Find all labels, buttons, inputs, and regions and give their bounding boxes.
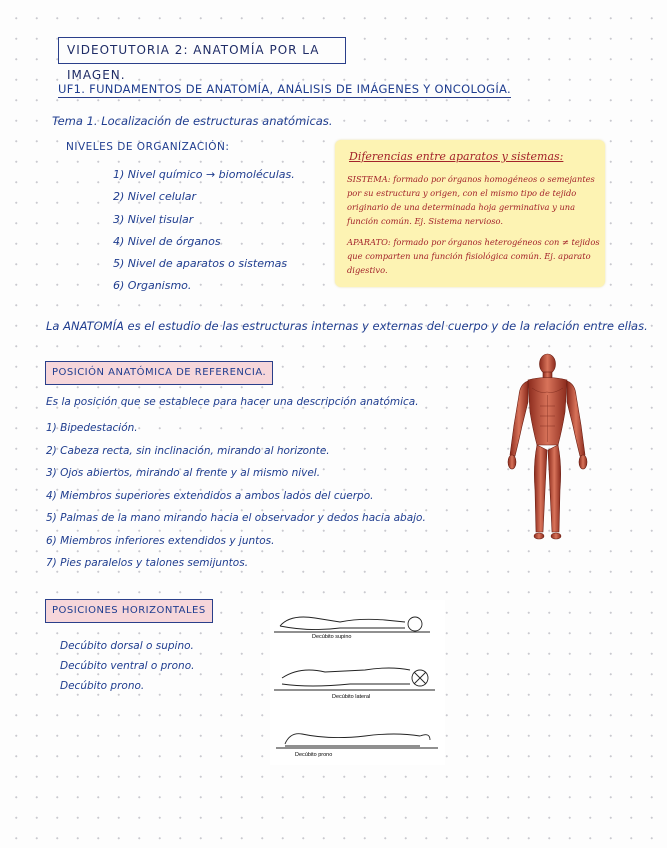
figure-label-prone: Decúbito prono — [295, 752, 333, 758]
topic-heading: Tema 1. Localización de estructuras anatómicas. — [52, 114, 333, 128]
unit-heading: UF1. FUNDAMENTOS DE ANATOMÍA, ANÁLISIS DE IMÁGENES Y ONCOLOGÍA. — [58, 82, 511, 96]
note-aparato: APARATO: formado por órganos heterogéneos con ≠ tejidos que comparten una función fisiológica común. Ej. aparato digestivo. — [347, 237, 600, 275]
muscle-body-image — [500, 350, 595, 545]
list-item: 3) Nivel tisular — [113, 212, 194, 226]
list-item: Decúbito prono. — [60, 680, 145, 692]
decubitus-drawings — [270, 600, 445, 765]
levels-heading: NIVELES DE ORGANIZACIÓN: — [66, 141, 230, 153]
list-item: 2) Nivel celular — [113, 190, 197, 204]
page-title: VIDEOTUTORIA 2: ANATOMÍA POR LA IMAGEN. — [58, 37, 346, 64]
decubitus-figure — [270, 600, 445, 765]
list-item: 1) Nivel químico → biomoléculas. — [113, 168, 295, 181]
list-item: 4) Nivel de órganos — [113, 234, 221, 248]
note-sistema: SISTEMA: formado por órganos homogéneos o semejantes por su estructura y origen, con el mismo tipo de tejido originario de una determinada hoja germinativa y una función común. Ej. Sistema nervioso. — [347, 174, 595, 226]
list-item: 6) Miembros inferiores extendidos y juntos. — [46, 534, 275, 547]
figure-label-lateral: Decúbito lateral — [332, 694, 371, 700]
list-item: 5) Nivel de aparatos o sistemas — [113, 257, 288, 271]
list-item: 3) Ojos abiertos, mirando al frente y al mismo nivel. — [46, 467, 321, 479]
reference-position-heading: POSICIÓN ANATÓMICA DE REFERENCIA. — [45, 361, 273, 385]
list-item: 1) Bipedestación. — [46, 422, 138, 434]
reference-position-description: Es la posición que se establece para hacer una descripción anatómica. — [46, 396, 419, 408]
note-heading: Diferencias entre aparatos y sistemas: — [349, 150, 564, 163]
reference-position-list — [46, 422, 426, 580]
list-item: Decúbito dorsal o supino. — [60, 640, 194, 652]
list-item: Decúbito ventral o prono. — [60, 660, 195, 672]
horizontal-positions-list — [60, 640, 194, 700]
list-item: 4) Miembros superiores extendidos a ambos lados del cuerpo. — [46, 489, 374, 502]
figure-label-supine: Decúbito supino — [312, 634, 352, 640]
horizontal-positions-heading: POSICIONES HORIZONTALES — [45, 599, 213, 623]
sticky-note — [335, 140, 605, 287]
list-item: 6) Organismo. — [113, 279, 192, 293]
list-item: 5) Palmas de la mano mirando hacia el observador y dedos hacia abajo. — [46, 512, 426, 524]
list-item: 7) Pies paralelos y talones semijuntos. — [46, 557, 249, 569]
levels-list — [113, 168, 295, 302]
list-item: 2) Cabeza recta, sin inclinación, mirando al horizonte. — [46, 444, 330, 457]
anatomy-definition: La ANATOMÍA es el estudio de las estructuras internas y externas del cuerpo y de la relación entre ellas. — [46, 319, 648, 333]
